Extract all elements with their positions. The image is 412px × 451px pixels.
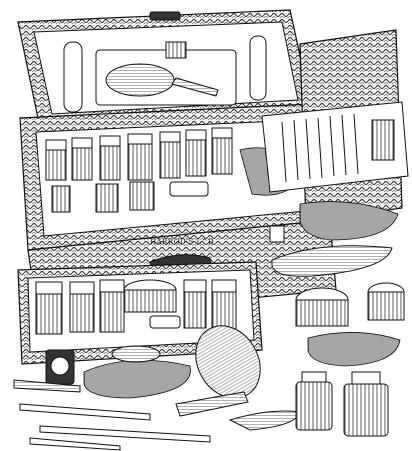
lid-bottle-left — [64, 42, 82, 112]
button-hook — [40, 426, 210, 442]
lid-box — [166, 42, 186, 58]
hair-brush — [84, 360, 191, 398]
scent-bottle-left — [296, 382, 332, 430]
case-lock — [270, 226, 284, 242]
manicure-tray — [262, 102, 408, 192]
scent-bottle-right — [344, 384, 388, 436]
lid-handle — [150, 12, 180, 20]
tray-jar — [372, 120, 394, 160]
shoe-horn — [20, 404, 150, 420]
lid-bottle-right — [250, 36, 266, 100]
hand-mirror-in-lid — [106, 64, 174, 96]
maker-mark: HARROD'S L^D — [150, 238, 215, 246]
